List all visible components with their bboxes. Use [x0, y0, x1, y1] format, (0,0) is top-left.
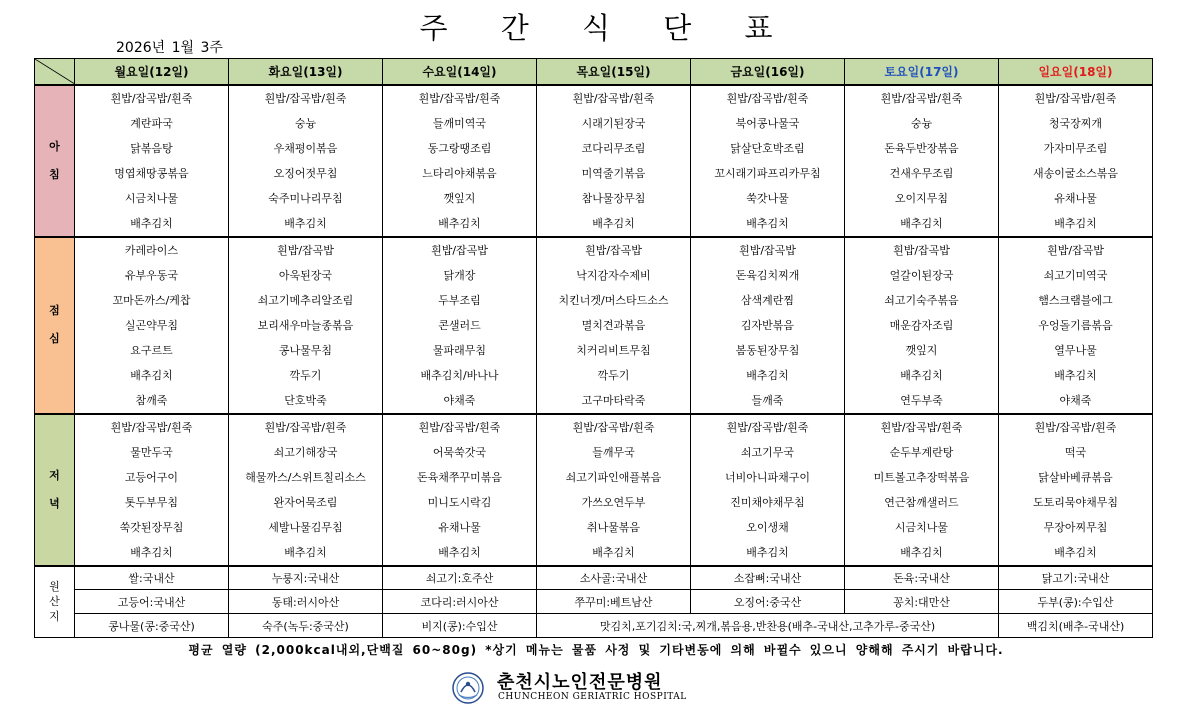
menu-item: 콘샐러드	[438, 318, 481, 332]
menu-item: 얼갈이된장국	[889, 268, 954, 282]
menu-item: 쇠고기무국	[740, 445, 795, 459]
menu-item: 톳두부무침	[124, 495, 179, 509]
menu-item: 배추김치	[284, 545, 327, 559]
menu-item: 세발나물김무침	[268, 520, 343, 534]
menu-cell	[537, 237, 691, 414]
menu-item: 시금치나물	[894, 520, 949, 534]
menu-item: 배추김치	[592, 545, 635, 559]
meal-label	[35, 85, 75, 237]
menu-cell	[999, 85, 1153, 237]
meal-label	[35, 237, 75, 414]
menu-item: 배추김치	[900, 216, 943, 230]
menu-item: 흰밥/잡곡밥	[739, 243, 796, 257]
menu-item: 흰밥/잡곡밥/흰죽	[880, 91, 963, 105]
menu-item: 미니도시락김	[427, 495, 492, 509]
origin-label-char: 지	[49, 610, 60, 624]
meal-label-char: 녁	[49, 496, 60, 510]
menu-item: 실곤약무침	[124, 318, 179, 332]
menu-item: 돈육김치찌개	[735, 268, 800, 282]
menu-item: 느타리야채볶음	[422, 166, 497, 180]
menu-item: 물만두국	[130, 445, 173, 459]
menu-item: 진미채야채무침	[730, 495, 805, 509]
origin-cell: 쌀:국내산	[75, 566, 229, 590]
origin-label	[35, 566, 75, 638]
menu-item: 김자반볶음	[740, 318, 795, 332]
menu-item: 배추김치/바나나	[420, 368, 499, 382]
hospital-name-en: CHUNCHEON GERIATRIC HOSPITAL	[498, 692, 687, 702]
menu-item: 배추김치	[592, 216, 635, 230]
menu-item: 가쓰오연두부	[581, 495, 646, 509]
origin-cell: 백김치(배추-국내산)	[999, 614, 1153, 638]
origin-cell: 닭고기:국내산	[999, 566, 1153, 590]
menu-item: 떡국	[1064, 445, 1087, 459]
menu-item: 흰밥/잡곡밥	[585, 243, 642, 257]
menu-item: 닭볶음탕	[130, 141, 173, 155]
menu-item: 해물까스/스위트칠리소스	[245, 470, 366, 484]
corner-cell	[35, 59, 75, 85]
menu-item: 깍두기	[597, 368, 630, 382]
day-header-wed: 수요일(14일)	[383, 59, 537, 85]
meal-label	[35, 414, 75, 566]
menu-item: 들깨무국	[592, 445, 635, 459]
meal-label-char: 심	[49, 332, 60, 345]
origin-cell: 동태:러시아산	[229, 590, 383, 614]
menu-item: 햄스크램블에그	[1038, 293, 1113, 307]
menu-item: 흰밥/잡곡밥/흰죽	[1034, 420, 1117, 434]
menu-item: 흰밥/잡곡밥/흰죽	[572, 91, 655, 105]
menu-cell	[845, 85, 999, 237]
menu-item: 쑥갓된장무침	[119, 520, 184, 534]
menu-item: 연두부죽	[900, 393, 943, 407]
menu-item: 흰밥/잡곡밥/흰죽	[726, 420, 809, 434]
calorie-notice: 평균 열량 (2,000kcal내외,단백질 60~80g) *상기 메뉴는 물품 사정 및 기타변동에 의해 바뀔수 있으니 양해해 주시기 바랍니다.	[188, 643, 1004, 657]
meal-label-char: 아	[49, 139, 60, 153]
origin-cell: 비지(콩):수입산	[383, 614, 537, 638]
menu-cell	[845, 237, 999, 414]
origin-row	[35, 590, 1153, 614]
menu-item: 유채나물	[1054, 191, 1097, 205]
menu-item: 고등어구이	[124, 470, 179, 484]
menu-item: 배추김치	[900, 368, 943, 382]
menu-item: 배추김치	[746, 216, 789, 230]
day-header-row	[35, 59, 1153, 85]
menu-item: 오이지무침	[894, 191, 949, 205]
menu-item: 흰밥/잡곡밥/흰죽	[726, 91, 809, 105]
menu-item: 흰밥/잡곡밥/흰죽	[264, 91, 347, 105]
menu-item: 낙지감자수제비	[576, 268, 651, 282]
menu-item: 오이생채	[746, 520, 789, 534]
menu-item: 쇠고기파인애플볶음	[565, 470, 662, 484]
menu-item: 유부우동국	[124, 268, 179, 282]
menu-item: 배추김치	[130, 368, 173, 382]
origin-cell: 돈육:국내산	[845, 566, 999, 590]
menu-item: 흰밥/잡곡밥/흰죽	[1034, 91, 1117, 105]
day-header-sat: 토요일(17일)	[845, 59, 999, 85]
menu-item: 배추김치	[1054, 368, 1097, 382]
menu-item: 어묵쑥갓국	[432, 445, 487, 459]
menu-item: 흰밥/잡곡밥/흰죽	[110, 91, 193, 105]
menu-cell	[845, 414, 999, 566]
origin-row	[35, 566, 1153, 590]
meal-row	[35, 237, 1153, 414]
menu-item: 쇠고기메추리알조림	[257, 293, 354, 307]
menu-item: 꼬시래기파프리카무침	[714, 166, 821, 180]
menu-cell	[537, 85, 691, 237]
menu-item: 매운감자조림	[889, 318, 954, 332]
hospital-logo-icon	[447, 669, 489, 711]
week-label: 2026년 1월 3주	[116, 40, 223, 56]
origin-label-char: 산	[49, 595, 60, 609]
menu-item: 흰밥/잡곡밥	[1047, 243, 1104, 257]
menu-item: 배추김치	[900, 545, 943, 559]
menu-item: 쇠고기숙주볶음	[884, 293, 959, 307]
menu-item: 흰밥/잡곡밥/흰죽	[110, 420, 193, 434]
menu-item: 닭살바베큐볶음	[1038, 470, 1113, 484]
origin-cell: 쇠고기:호주산	[383, 566, 537, 590]
menu-item: 가자미무조림	[1043, 141, 1108, 155]
menu-item: 청국장찌개	[1048, 116, 1103, 130]
menu-item: 유채나물	[438, 520, 481, 534]
meal-label-char: 침	[49, 167, 60, 181]
menu-item: 보리새우마늘종볶음	[257, 318, 354, 332]
menu-cell	[75, 414, 229, 566]
menu-item: 단호박죽	[284, 393, 327, 407]
origin-label-char: 원	[49, 580, 60, 594]
menu-item: 흰밥/잡곡밥/흰죽	[572, 420, 655, 434]
menu-item: 열무나물	[1054, 343, 1097, 357]
menu-item: 쑥갓나물	[746, 191, 789, 205]
origin-cell: 숙주(녹두:중국산)	[229, 614, 383, 638]
menu-item: 배추김치	[1054, 545, 1097, 559]
menu-item: 흰밥/잡곡밥	[431, 243, 488, 257]
menu-item: 도토리묵야채무침	[1032, 495, 1118, 509]
menu-item: 깻잎지	[443, 191, 476, 205]
menu-item: 콩나물무침	[278, 343, 333, 357]
menu-item: 배추김치	[746, 545, 789, 559]
menu-item: 배추김치	[130, 545, 173, 559]
menu-item: 야채죽	[443, 393, 476, 407]
menu-item: 닭개장	[443, 268, 476, 282]
origin-cell: 콩나물(콩:중국산)	[75, 614, 229, 638]
menu-item: 새송이굴소스볶음	[1032, 166, 1118, 180]
menu-cell	[691, 85, 845, 237]
origin-cell: 소잡뼈:국내산	[691, 566, 845, 590]
menu-item: 우채평이볶음	[273, 141, 338, 155]
menu-item: 미트볼고추장떡볶음	[873, 470, 970, 484]
origin-row	[35, 614, 1153, 638]
menu-cell	[999, 237, 1153, 414]
menu-item: 삼색계란찜	[740, 293, 795, 307]
origin-cell: 맛김치,포기김치:국,찌개,볶음용,반찬용(배추-국내산,고추가루-중국산)	[537, 614, 999, 638]
menu-item: 배추김치	[130, 216, 173, 230]
menu-item: 요구르트	[130, 343, 173, 357]
menu-item: 명엽채땅콩볶음	[114, 166, 189, 180]
meal-label-char: 점	[49, 304, 60, 317]
menu-item: 참깨죽	[135, 393, 168, 407]
menu-item: 들깨죽	[751, 393, 784, 407]
menu-item: 배추김치	[1054, 216, 1097, 230]
menu-item: 두부조림	[438, 293, 481, 307]
menu-cell	[229, 414, 383, 566]
menu-item: 치킨너겟/머스타드소스	[558, 293, 669, 307]
day-header-tue: 화요일(13일)	[229, 59, 383, 85]
menu-item: 완자어묵조림	[273, 495, 338, 509]
day-header-thu: 목요일(15일)	[537, 59, 691, 85]
menu-cell	[691, 237, 845, 414]
origin-cell: 오징어:중국산	[691, 590, 845, 614]
menu-cell	[75, 237, 229, 414]
menu-item: 건새우무조림	[889, 166, 954, 180]
menu-cell	[383, 237, 537, 414]
menu-item: 숙주미나리무침	[268, 191, 343, 205]
menu-item: 치커리비트무침	[576, 343, 651, 357]
origin-cell: 소사골:국내산	[537, 566, 691, 590]
menu-item: 미역줄기볶음	[581, 166, 646, 180]
menu-item: 흰밥/잡곡밥/흰죽	[418, 420, 501, 434]
origin-cell: 누룽지:국내산	[229, 566, 383, 590]
menu-item: 배추김치	[438, 545, 481, 559]
menu-item: 배추김치	[284, 216, 327, 230]
menu-cell	[383, 414, 537, 566]
menu-item: 숭늉	[910, 116, 933, 130]
menu-item: 오징어젓무침	[273, 166, 338, 180]
menu-cell	[691, 414, 845, 566]
menu-item: 흰밥/잡곡밥/흰죽	[418, 91, 501, 105]
menu-item: 카레라이스	[124, 243, 179, 257]
menu-item: 고구마타락죽	[581, 393, 646, 407]
origin-cell: 코다리:러시아산	[383, 590, 537, 614]
day-header-sun: 일요일(18일)	[999, 59, 1153, 85]
menu-item: 계란파국	[130, 116, 173, 130]
menu-item: 꼬마돈까스/케찹	[112, 293, 191, 307]
menu-item: 코다리무조림	[581, 141, 646, 155]
menu-item: 야채죽	[1059, 393, 1092, 407]
menu-cell	[229, 237, 383, 414]
menu-item: 쇠고기해장국	[273, 445, 338, 459]
menu-item: 돈육두반장볶음	[884, 141, 959, 155]
day-header-mon: 월요일(12일)	[75, 59, 229, 85]
menu-item: 아욱된장국	[278, 268, 333, 282]
menu-item: 돈육채쭈꾸미볶음	[416, 470, 502, 484]
menu-item: 배추김치	[746, 368, 789, 382]
menu-item: 봄동된장무침	[735, 343, 800, 357]
menu-cell	[999, 414, 1153, 566]
day-header-fri: 금요일(16일)	[691, 59, 845, 85]
menu-item: 배추김치	[438, 216, 481, 230]
menu-item: 순두부계란탕	[889, 445, 954, 459]
menu-item: 연근참깨샐러드	[884, 495, 959, 509]
menu-item: 시래기된장국	[581, 116, 646, 130]
menu-item: 북어콩나물국	[735, 116, 800, 130]
weekly-menu-table	[34, 58, 1153, 638]
menu-item: 흰밥/잡곡밥	[277, 243, 334, 257]
origin-cell: 고등어:국내산	[75, 590, 229, 614]
meal-row	[35, 414, 1153, 566]
menu-cell	[75, 85, 229, 237]
origin-cell: 두부(콩):수입산	[999, 590, 1153, 614]
menu-item: 무장아찌무침	[1043, 520, 1108, 534]
meal-row	[35, 85, 1153, 237]
origin-cell: 꽁치:대만산	[845, 590, 999, 614]
meal-label-char: 저	[49, 468, 60, 482]
menu-item: 너비아니파채구이	[724, 470, 810, 484]
menu-item: 참나물장무침	[581, 191, 646, 205]
menu-item: 흰밥/잡곡밥/흰죽	[264, 420, 347, 434]
menu-item: 물파래무침	[432, 343, 487, 357]
origin-cell: 쭈꾸미:베트남산	[537, 590, 691, 614]
menu-item: 깻잎지	[905, 343, 938, 357]
menu-item: 들깨미역국	[432, 116, 487, 130]
menu-cell	[229, 85, 383, 237]
menu-item: 닭살단호박조림	[730, 141, 805, 155]
menu-item: 멸치견과볶음	[581, 318, 646, 332]
menu-cell	[383, 85, 537, 237]
menu-item: 흰밥/잡곡밥/흰죽	[880, 420, 963, 434]
menu-item: 깍두기	[289, 368, 322, 382]
menu-item: 취나물볶음	[586, 520, 641, 534]
menu-item: 동그랑땡조림	[427, 141, 492, 155]
menu-item: 시금치나물	[124, 191, 179, 205]
page-title: 주 간 식 단 표	[419, 11, 795, 45]
menu-body	[35, 85, 1153, 638]
hospital-name-ko: 춘천시노인전문병원	[497, 672, 663, 693]
menu-item: 쇠고기미역국	[1043, 268, 1108, 282]
menu-item: 흰밥/잡곡밥	[893, 243, 950, 257]
menu-cell	[537, 414, 691, 566]
menu-item: 우엉돌기름볶음	[1038, 318, 1113, 332]
menu-item: 숭늉	[294, 116, 317, 130]
